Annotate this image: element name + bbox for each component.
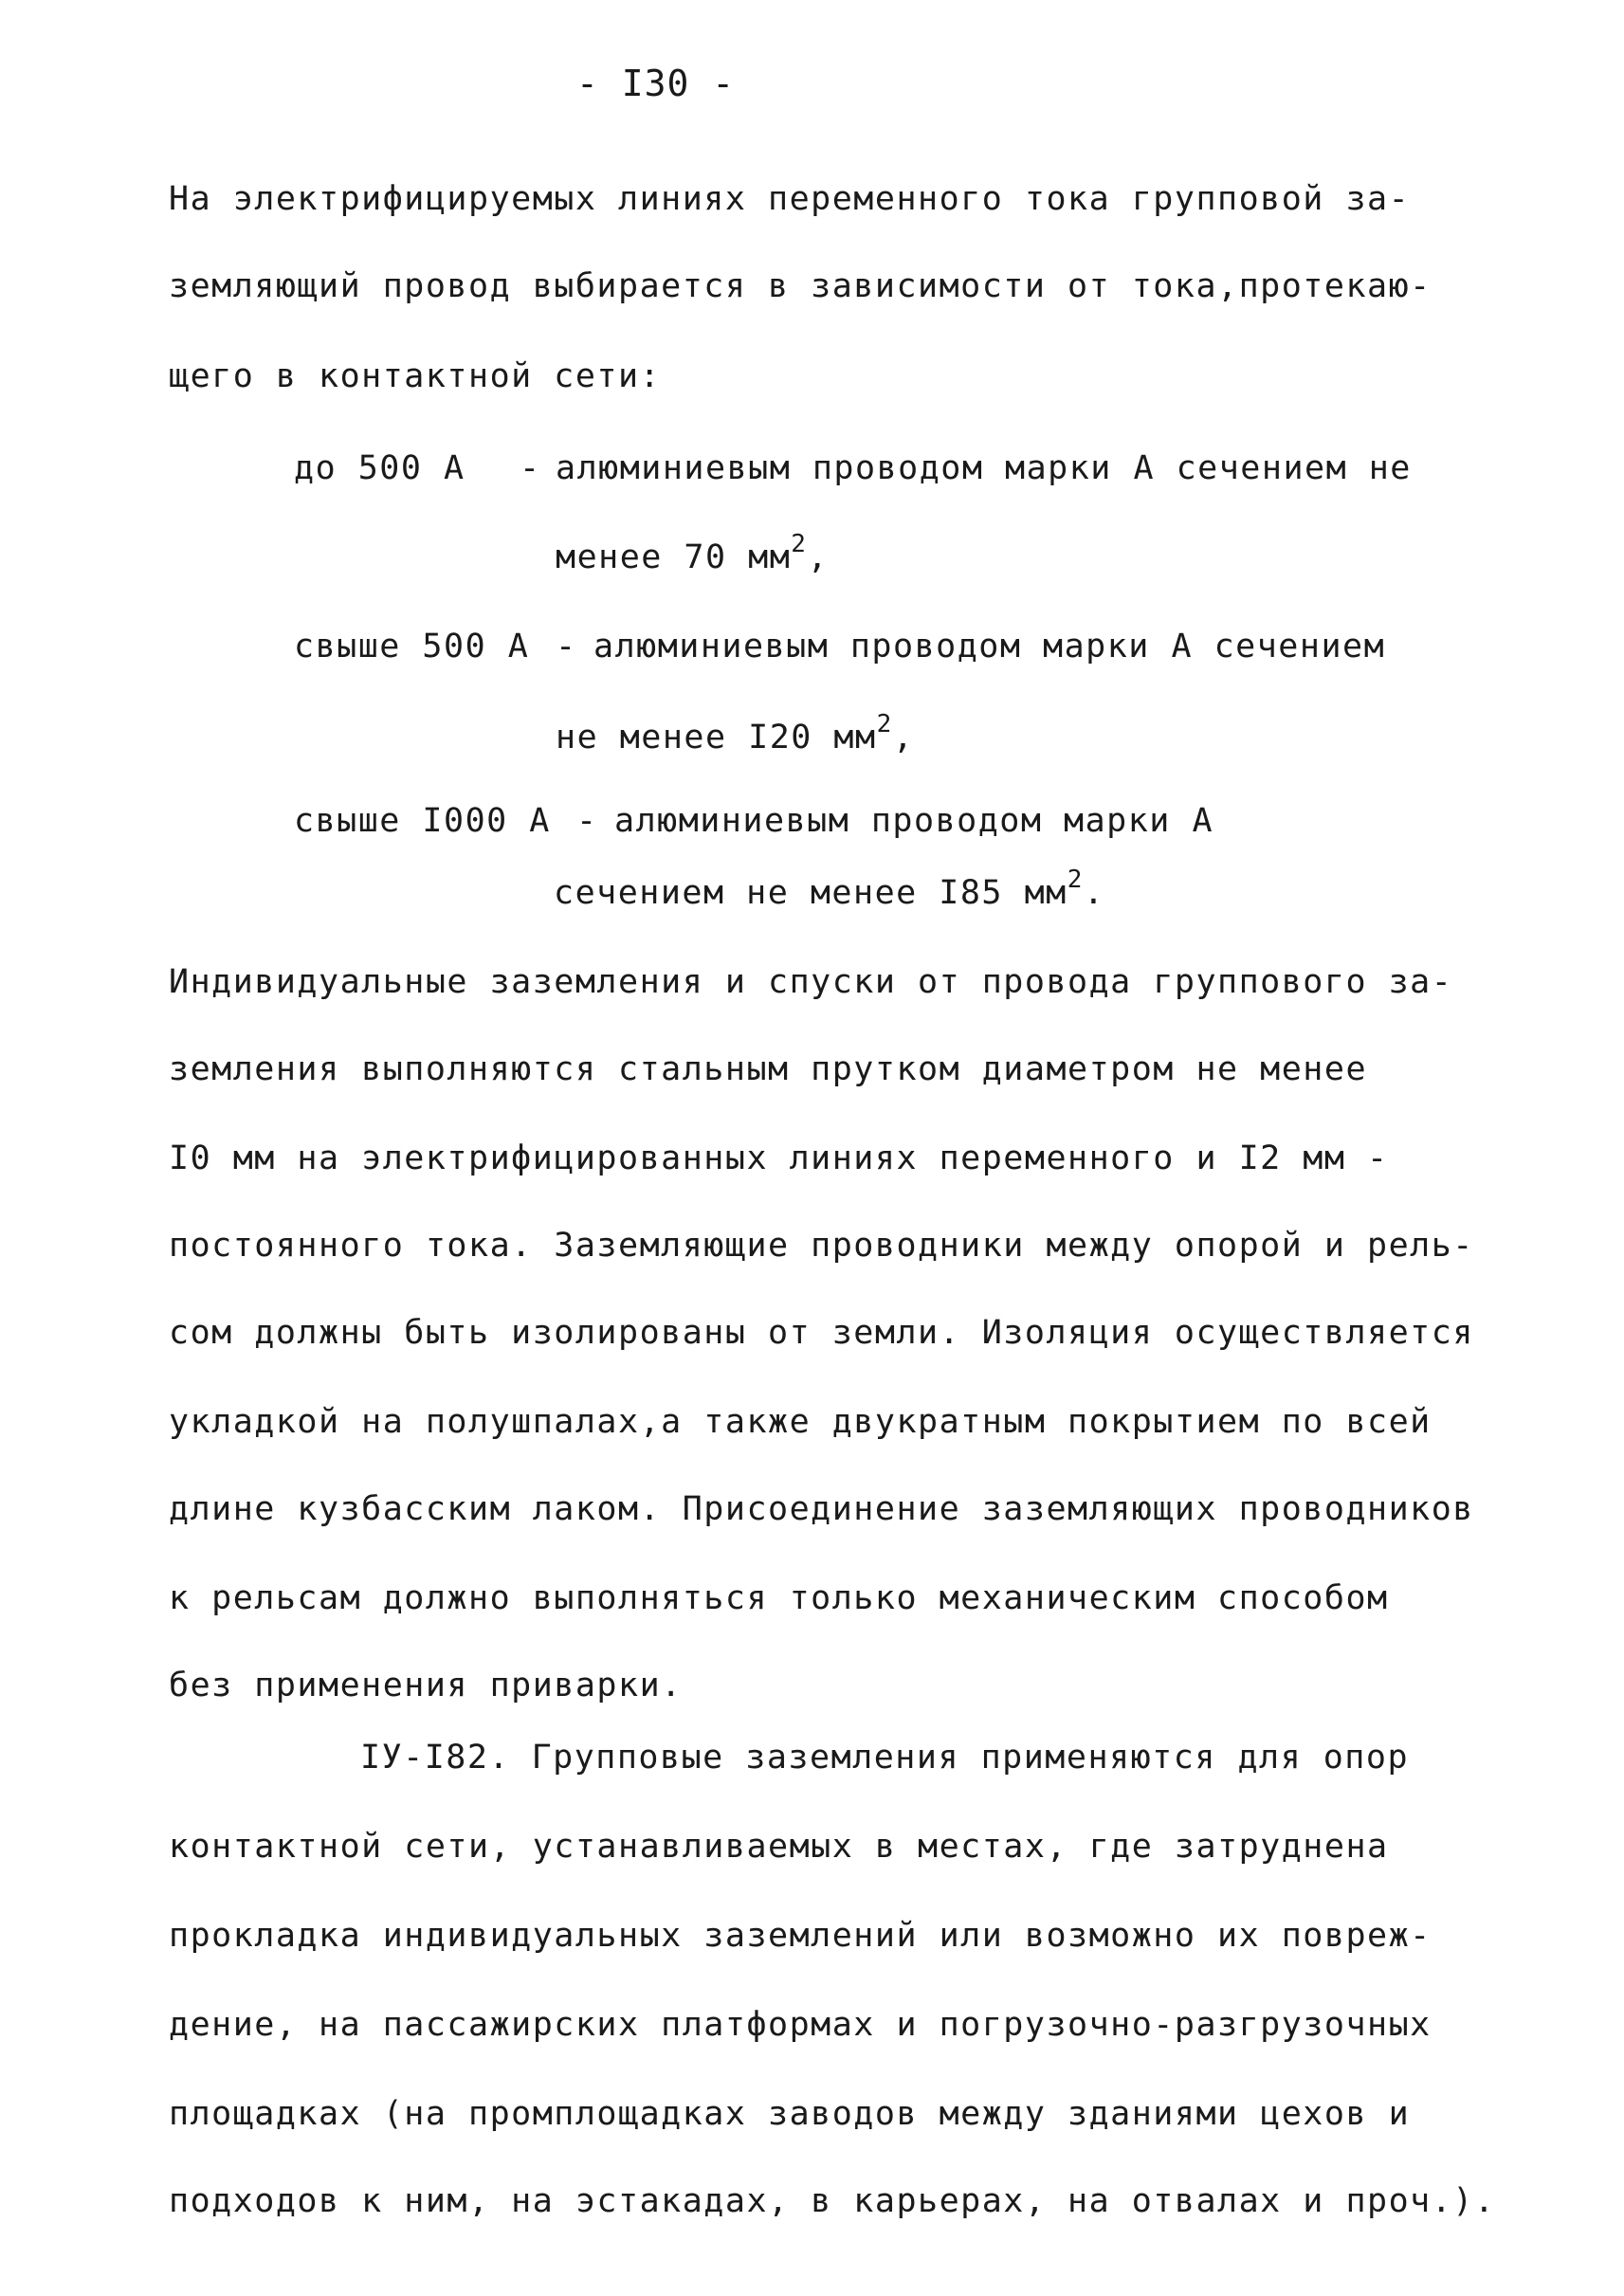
condition-dash: -: [556, 628, 577, 665]
paragraph-2-line: постоянного тока. Заземляющие проводники между опорой и рель-: [169, 1227, 1474, 1265]
condition-cont-text: не менее I20 мм: [556, 719, 877, 756]
condition-end-punctuation: ,: [892, 719, 915, 756]
condition-cont-text: менее 70 мм: [556, 538, 792, 576]
paragraph-2-line: Индивидуальные заземления и спуски от провода группового за-: [169, 963, 1453, 1001]
paragraph-3-line: площадках (на промплощадках заводов между зданиями цехов и: [169, 2095, 1411, 2133]
condition-text: алюминиевым проводом марки А сечением не: [556, 449, 1412, 487]
superscript-exponent: 2: [791, 530, 808, 559]
paragraph-2-line: длине кузбасским лаком. Присоединение заземляющих проводников: [169, 1490, 1474, 1528]
condition-text: алюминиевым проводом марки А: [614, 802, 1214, 840]
condition-dash: -: [576, 802, 598, 840]
condition-dash: -: [520, 449, 541, 487]
paragraph-1-line: щего в контактной сети:: [169, 357, 662, 395]
condition-text: алюминиевым проводом марки А сечением: [593, 628, 1386, 665]
superscript-exponent: 2: [1067, 866, 1084, 895]
superscript-exponent: 2: [876, 710, 893, 739]
page-number: - I30 -: [576, 63, 736, 104]
condition-range: до 500 А: [294, 449, 465, 487]
condition-continuation: [556, 530, 830, 576]
condition-continuation: [554, 866, 1105, 912]
condition-end-punctuation: ,: [807, 538, 830, 576]
paragraph-3-line: контактной сети, устанавливаемых в местах, где затруднена: [169, 1828, 1389, 1866]
paragraph-3-line: дение, на пассажирских платформах и погрузочно-разгрузочных: [169, 2006, 1432, 2044]
paragraph-2-line: земления выполняются стальным прутком диаметром не менее: [169, 1050, 1368, 1088]
paragraph-3-line: IУ-I82. Групповые заземления применяются для опор: [360, 1739, 1410, 1777]
condition-range: свыше 500 А: [294, 628, 530, 665]
condition-range: свыше I000 А: [294, 802, 551, 840]
condition-end-punctuation: .: [1083, 874, 1105, 912]
paragraph-1-line: На электрифицируемых линиях переменного тока групповой за-: [169, 180, 1411, 218]
condition-cont-text: сечением не менее I85 мм: [554, 874, 1067, 912]
paragraph-2-line: I0 мм на электрифицированных линиях переменного и I2 мм -: [169, 1139, 1389, 1177]
paragraph-3-line: прокладка индивидуальных заземлений или возможно их повреж-: [169, 1917, 1432, 1955]
paragraph-1-line: земляющий провод выбирается в зависимости от тока,протекаю-: [169, 267, 1432, 305]
condition-continuation: [556, 710, 915, 756]
paragraph-2-line: к рельсам должно выполняться только механическим способом: [169, 1579, 1389, 1617]
paragraph-2-line: укладкой на полушпалах,а также двукратным покрытием по всей: [169, 1403, 1432, 1441]
paragraph-2-line: сом должны быть изолированы от земли. Изоляция осуществляется: [169, 1314, 1474, 1352]
paragraph-3-line: подходов к ним, на эстакадах, в карьерах, на отвалах и проч.).: [169, 2182, 1496, 2220]
paragraph-2-line: без применения приварки.: [169, 1667, 683, 1704]
